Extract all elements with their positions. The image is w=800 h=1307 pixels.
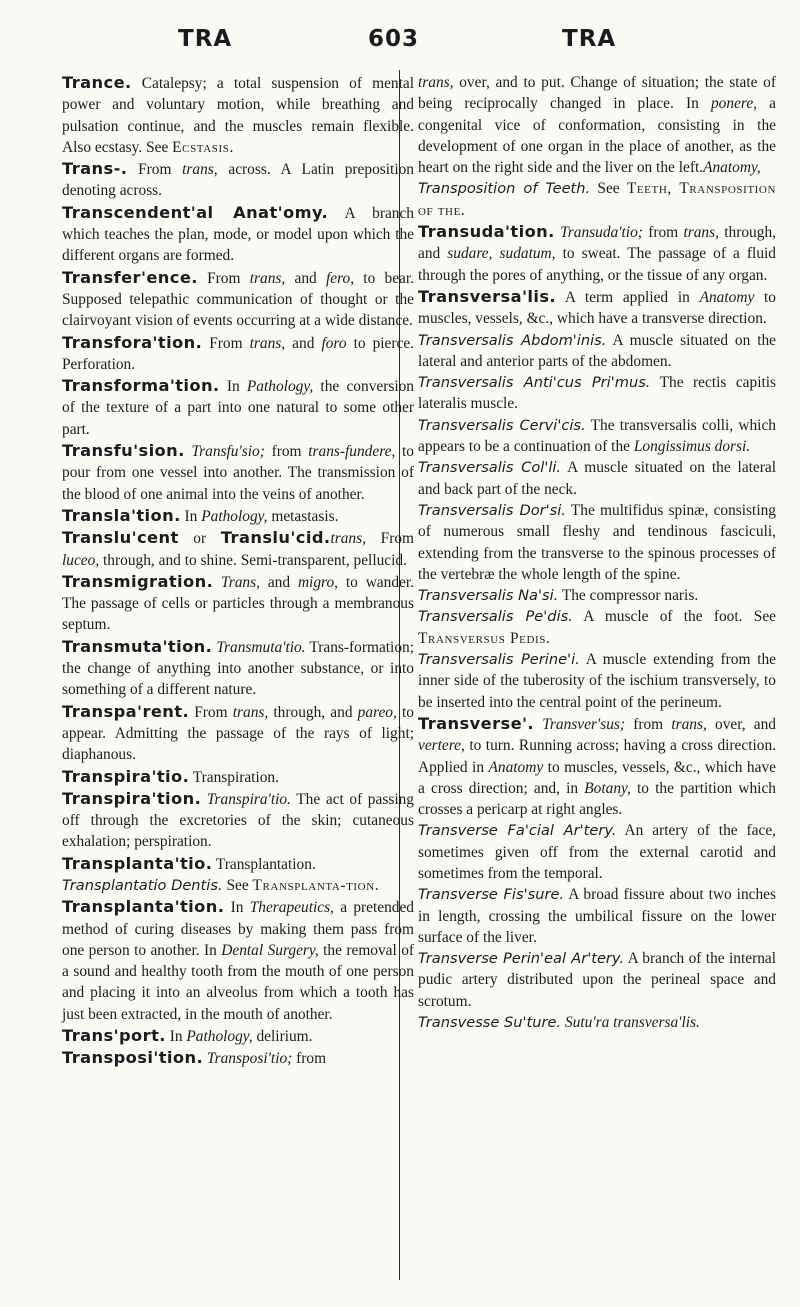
entry-italic-term: trans, xyxy=(249,269,286,287)
entry-text: over, and xyxy=(706,715,776,733)
dictionary-entry xyxy=(418,713,776,820)
entry-italic-term: trans, xyxy=(182,161,218,179)
entry-italic-term: Transver'sus; xyxy=(542,715,626,733)
entry-text: across. A Latin preposition denoting across. xyxy=(62,161,414,200)
dictionary-entry xyxy=(62,267,414,332)
right-column xyxy=(418,72,776,1033)
entry-text: to muscles, vessels, &c., which have a transverse direction. xyxy=(418,288,776,328)
entry-text: and xyxy=(285,334,322,352)
dictionary-entry xyxy=(62,766,414,788)
entry-text: Transplantation. xyxy=(212,855,316,873)
entry-subheadword: Transversalis Abdom'inis. xyxy=(418,331,607,349)
entry-italic-term: ponere, xyxy=(710,95,757,113)
entry-text: See xyxy=(590,180,627,198)
entry-text: A branch of the internal pudic artery distributed upon the perineal space and scrotum. xyxy=(418,950,777,1010)
entry-text: the conversion of the texture of a part into one natural to some other part. xyxy=(62,378,414,438)
entry-italic-term: Transuda'tio; xyxy=(560,224,643,242)
entry-headword: Transverse'. xyxy=(418,713,535,733)
entry-italic-term: Anatomy xyxy=(488,758,544,776)
entry-subheadword: Transversalis Na'si. xyxy=(418,587,559,605)
entry-headword: Transforma'tion. xyxy=(62,376,220,396)
entry-text: to the partition which crosses a pericarp at right angles. xyxy=(418,779,776,819)
entry-text: the removal of a sound and healthy tooth from the mouth of one person and placing it into an alveolus from which a tooth has just been extracted, in the mouth of another. xyxy=(62,941,415,1023)
dictionary-entry xyxy=(418,457,776,500)
entry-subheadword: Transverse Fis'sure. xyxy=(418,886,565,904)
entry-cross-reference: Teeth, Transposition of the. xyxy=(418,180,777,219)
entry-subheadword: Transplantatio Dentis. xyxy=(62,876,223,894)
dictionary-entry xyxy=(418,500,776,585)
dictionary-entry xyxy=(62,158,414,202)
dictionary-entry xyxy=(418,330,776,373)
entry-italic-term: foro xyxy=(321,334,347,352)
dictionary-entry xyxy=(62,636,414,701)
dictionary-entry xyxy=(62,1047,414,1069)
entry-cross-reference: Ecstasis. xyxy=(172,138,234,156)
dictionary-entry xyxy=(418,221,776,286)
entry-text: from xyxy=(292,1050,327,1068)
entry-italic-term: trans, xyxy=(671,715,707,733)
dictionary-entry xyxy=(62,72,414,158)
dictionary-entry xyxy=(62,571,414,636)
entry-italic-term: fero, xyxy=(325,269,355,287)
entry-text: through, and xyxy=(268,703,358,721)
dictionary-entry xyxy=(62,1025,414,1047)
entry-text: and xyxy=(259,573,298,591)
entry-text: An artery of the face, sometimes given off from the external carotid and sometimes from the temporal. xyxy=(418,822,776,882)
entry-headword: Transfer'ence. xyxy=(62,267,198,287)
entry-text: The transversalis colli, which appears to be a continuation of the xyxy=(418,416,776,456)
left-column xyxy=(62,72,414,1070)
entry-headword: Transfu'sion. xyxy=(62,441,185,461)
entry-italic-term: Pathology, xyxy=(246,378,314,396)
entry-text: The act of passing off through the excretories of the skin; cutaneous exhalation; perspiration. xyxy=(62,790,414,851)
entry-italic-term: trans, xyxy=(418,74,454,91)
entry-italic-term: Botany, xyxy=(584,779,631,797)
dictionary-entry xyxy=(418,72,776,178)
entry-text: to wander. The passage of cells or particles through a membranous septum. xyxy=(62,573,414,634)
dictionary-entry xyxy=(62,875,414,896)
entry-italic-term: trans, xyxy=(683,224,719,242)
entry-italic-term: Transpira'tio. xyxy=(206,790,291,808)
entry-subheadword: Transverse Perin'eal Ar'tery. xyxy=(418,950,625,968)
entry-headword: Transcendent'al Anat'omy. xyxy=(62,202,329,222)
dictionary-entry xyxy=(62,853,414,875)
entry-headword: Transuda'tion. xyxy=(418,222,555,242)
entry-headword: Trans'port. xyxy=(62,1026,166,1046)
entry-text: delirium. xyxy=(252,1028,313,1046)
entry-subheadword: Transverse Fa'cial Ar'tery. xyxy=(418,822,617,840)
entry-headword: Transplanta'tio. xyxy=(62,853,213,873)
dictionary-entry xyxy=(62,202,414,267)
entry-subheadword: Transvesse Su'ture. xyxy=(418,1014,562,1032)
entry-text: In xyxy=(224,899,250,917)
dictionary-entry xyxy=(418,948,776,1012)
dictionary-entry xyxy=(418,1012,776,1033)
entry-text: The multifidus spinæ, consisting of numerous small fleshy and tendinous fasciculi, extending from the transverse to the spinous processes of the vertebræ the whole length of the spine. xyxy=(418,501,776,583)
entry-text: From xyxy=(189,703,233,721)
entry-text: to put. Change of situation; the state of being reciprocally changed in place. In xyxy=(418,74,776,113)
entry-subheadword: Transversalis Col'li. xyxy=(418,459,562,477)
dictionary-entry xyxy=(62,440,414,505)
dictionary-entry xyxy=(62,527,414,571)
entry-text: to pierce. Perforation. xyxy=(62,334,415,373)
running-header xyxy=(0,26,800,62)
entry-subheadword: Transversalis Dor'si. xyxy=(418,501,566,519)
dictionary-entry xyxy=(418,286,776,330)
entry-subheadword: Transversalis Pe'dis. xyxy=(418,608,573,626)
dictionary-entry xyxy=(418,415,776,458)
dictionary-entry xyxy=(418,585,776,606)
entry-italic-term: Anatomy xyxy=(699,288,755,306)
dictionary-entry xyxy=(62,505,414,527)
entry-text: A term applied in xyxy=(556,288,700,306)
entry-italic-term: Pathology, xyxy=(201,507,268,525)
dictionary-entry xyxy=(62,788,414,853)
entry-subheadword: Transposition of Teeth. xyxy=(418,180,591,198)
entry-text: A muscle situated on the lateral and back part of the neck. xyxy=(418,459,776,498)
entry-text: to appear. Admitting the passage of the rays of light; diaphanous. xyxy=(62,703,414,764)
entry-text: In xyxy=(180,507,202,525)
entry-text: In xyxy=(165,1028,187,1046)
entry-text: The rectis capitis lateralis muscle. xyxy=(418,374,777,413)
entry-headword: Transfora'tion. xyxy=(62,332,203,352)
entry-text: The compressor naris. xyxy=(558,587,699,605)
entry-text: a congenital vice of conformation, consisting in the development of one organ in the place of another, as the heart on the right side and the liver on the left. xyxy=(418,95,776,177)
entry-text: From xyxy=(127,161,183,179)
entry-text: See xyxy=(222,876,253,894)
entry-text: Catalepsy; a total suspension of mental power and voluntary motion, while breathing and pulsation continue, and the muscles remain flexible. Also ecstasy. See xyxy=(62,75,414,156)
entry-italic-term: pareo, xyxy=(357,703,397,721)
entry-text: From xyxy=(365,530,414,548)
entry-headword: Translu'cent xyxy=(62,528,179,548)
entry-text: A muscle situated on the lateral and anterior parts of the abdomen. xyxy=(418,331,777,370)
entry-text: or xyxy=(178,530,221,548)
entry-subheadword: Transversalis Perine'i. xyxy=(418,651,580,669)
dictionary-entry xyxy=(418,649,776,713)
entry-text: to turn. Running across; having a cross direction. Applied in xyxy=(418,737,776,776)
page-number: 603 xyxy=(368,26,420,52)
entry-italic-term: trans-fundere, xyxy=(308,443,396,461)
entry-italic-term: Transfu'sio; xyxy=(191,443,265,461)
entry-text: to bear. Supposed telepathic communication of thought or the clairvoyant vision of events occurring at a wide distance. xyxy=(62,269,415,330)
entry-text: to sweat. The passage of a fluid through the pores of anything, or the tissue of any organ. xyxy=(418,245,777,284)
entry-headword: Transpa'rent. xyxy=(62,701,190,721)
entry-italic-term: Trans, xyxy=(221,573,260,591)
entry-text: In xyxy=(219,378,247,396)
entry-italic-term: Transmuta'tio. xyxy=(216,638,306,656)
entry-text xyxy=(213,574,221,591)
entry-text: and xyxy=(285,269,326,287)
entry-text xyxy=(534,716,542,733)
entry-italic-term: Sutu'ra transversa'lis. xyxy=(565,1014,700,1032)
entry-italic-term: Dental Surgery, xyxy=(221,941,319,959)
entry-headword: Transposi'tion. xyxy=(62,1048,204,1068)
entry-cross-reference: Transversus Pedis. xyxy=(418,629,551,647)
entry-headword: Translu'cid. xyxy=(220,528,331,548)
entry-text: Trans-formation; the change of anything into another substance, or into something of a different nature. xyxy=(62,638,414,699)
entry-text: to muscles, vessels, &c., which have a cross direction; and, in xyxy=(418,758,776,797)
entry-text: Transpiration. xyxy=(189,768,279,786)
header-right-guide-word: TRA xyxy=(562,26,617,52)
entry-headword: Trans-. xyxy=(62,159,128,179)
entry-text: through, and xyxy=(418,224,776,263)
entry-headword: Transpira'tio. xyxy=(62,766,190,786)
entry-text: metastasis. xyxy=(267,507,339,525)
entry-text: to shine. Semi-transparent, pellucid. xyxy=(184,551,407,569)
entry-italic-term: Anatomy, xyxy=(703,159,761,177)
entry-italic-term: Therapeutics, xyxy=(249,899,334,917)
entry-italic-term: vertere, xyxy=(418,737,465,755)
entry-text: From xyxy=(202,334,250,352)
entry-italic-term: Longissimus dorsi. xyxy=(633,438,751,456)
entry-subheadword: Transversalis Cervi'cis. xyxy=(418,416,586,434)
entry-italic-term: sudare, sudatum, xyxy=(447,245,556,263)
entry-subheadword: Transversalis Anti'cus Pri'mus. xyxy=(418,374,651,392)
entry-text: from xyxy=(625,715,672,733)
dictionary-entry xyxy=(62,701,414,766)
entry-text: A branch which teaches the plan, mode, or model upon which the different organs are formed. xyxy=(62,204,414,265)
entry-italic-term: trans, xyxy=(249,334,286,352)
entry-text: from xyxy=(642,224,684,242)
entry-headword: Transpira'tion. xyxy=(62,788,202,808)
entry-text: From xyxy=(197,269,250,287)
dictionary-entry xyxy=(62,896,414,1025)
dictionary-entry xyxy=(418,178,776,221)
entry-italic-term: trans, xyxy=(330,530,366,548)
entry-italic-term: Transposi'tio; xyxy=(206,1050,293,1068)
entry-headword: Trance. xyxy=(62,73,132,92)
entry-text: A broad fissure about two inches in length, crossing the umbilical fissure on the lower surface of the liver. xyxy=(418,886,776,946)
dictionary-entry xyxy=(418,372,776,415)
entry-text: through, and xyxy=(99,551,185,569)
dictionary-entry xyxy=(62,332,414,376)
entry-cross-reference: Transplanta-tion. xyxy=(252,876,380,894)
entry-text: over, and xyxy=(453,74,524,91)
entry-text: from xyxy=(264,443,309,461)
dictionary-entry xyxy=(418,820,776,884)
entry-text: to pour from one vessel into another. The transmission of the blood of one animal into the veins of another. xyxy=(62,443,414,503)
entry-text: a pretended method of curing diseases by making them pass from one person to another. In xyxy=(62,899,414,959)
entry-italic-term: trans, xyxy=(232,703,269,721)
entry-text: A muscle extending from the inner side of the tuberosity of the ischium transversely, to be inserted into the central point of the perineum. xyxy=(418,651,776,711)
entry-italic-term: Pathology, xyxy=(186,1028,253,1046)
dictionary-entry xyxy=(62,375,414,440)
header-left-guide-word: TRA xyxy=(178,26,233,52)
entry-headword: Transplanta'tion. xyxy=(62,897,225,917)
entry-text: A muscle of the foot. See xyxy=(572,608,776,626)
dictionary-entry xyxy=(418,606,776,649)
entry-headword: Transmuta'tion. xyxy=(62,636,213,656)
entry-italic-term: migro, xyxy=(297,573,338,591)
entry-italic-term: luceo, xyxy=(62,551,100,569)
dictionary-entry xyxy=(418,884,776,948)
entry-headword: Transmigration. xyxy=(62,571,214,591)
entry-headword: Transla'tion. xyxy=(62,505,181,525)
entry-headword: Transversa'lis. xyxy=(418,286,556,306)
